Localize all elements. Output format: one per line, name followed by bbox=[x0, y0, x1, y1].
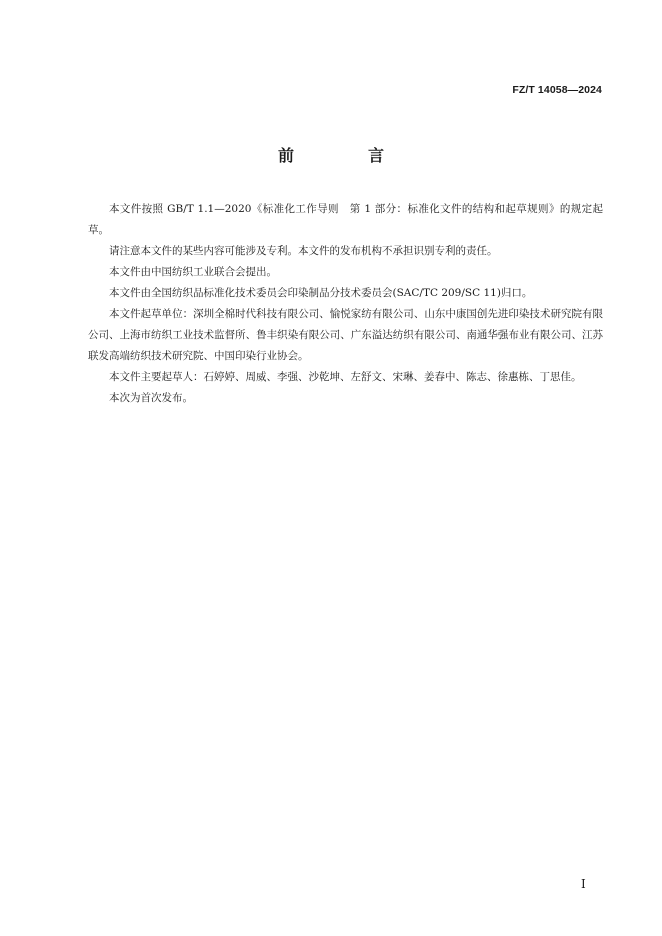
paragraph-committee: 本文件由全国纺织品标准化技术委员会印染制品分技术委员会(SAC/TC 209/SC 11)归口。 bbox=[109, 287, 533, 299]
paragraph-drafting-units: 本文件起草单位：深圳全棉时代科技有限公司、愉悦家纺有限公司、山东中康国创先进印染技术研究院有限公司、上海市纺织工业技术监督所、鲁丰织染有限公司、广东溢达纺织有限公司、南通华强布业有限公司、江苏联发高端纺织技术研究院、中国印染行业协会。 bbox=[88, 308, 603, 362]
paragraph-drafters: 本文件主要起草人：石婷婷、周威、李强、沙乾坤、左舒文、宋琳、姜春中、陈志、徐惠栋、丁思佳。 bbox=[109, 371, 582, 383]
paragraph-patent-notice: 请注意本文件的某些内容可能涉及专利。本文件的发布机构不承担识别专利的责任。 bbox=[109, 245, 498, 257]
page-title: 前 言 bbox=[277, 146, 413, 165]
page-number: I bbox=[581, 877, 586, 891]
paragraph-proposer: 本文件由中国纺织工业联合会提出。 bbox=[109, 266, 277, 278]
paragraph-drafting-rules: 本文件按照 GB/T 1.1—2020《标准化工作导则 第 1 部分：标准化文件的结构和起草规则》的规定起草。 bbox=[88, 203, 603, 236]
standard-number: FZ/T 14058—2024 bbox=[512, 84, 602, 96]
paragraph-first-release: 本次为首次发布。 bbox=[109, 392, 193, 404]
foreword-body bbox=[88, 199, 603, 409]
